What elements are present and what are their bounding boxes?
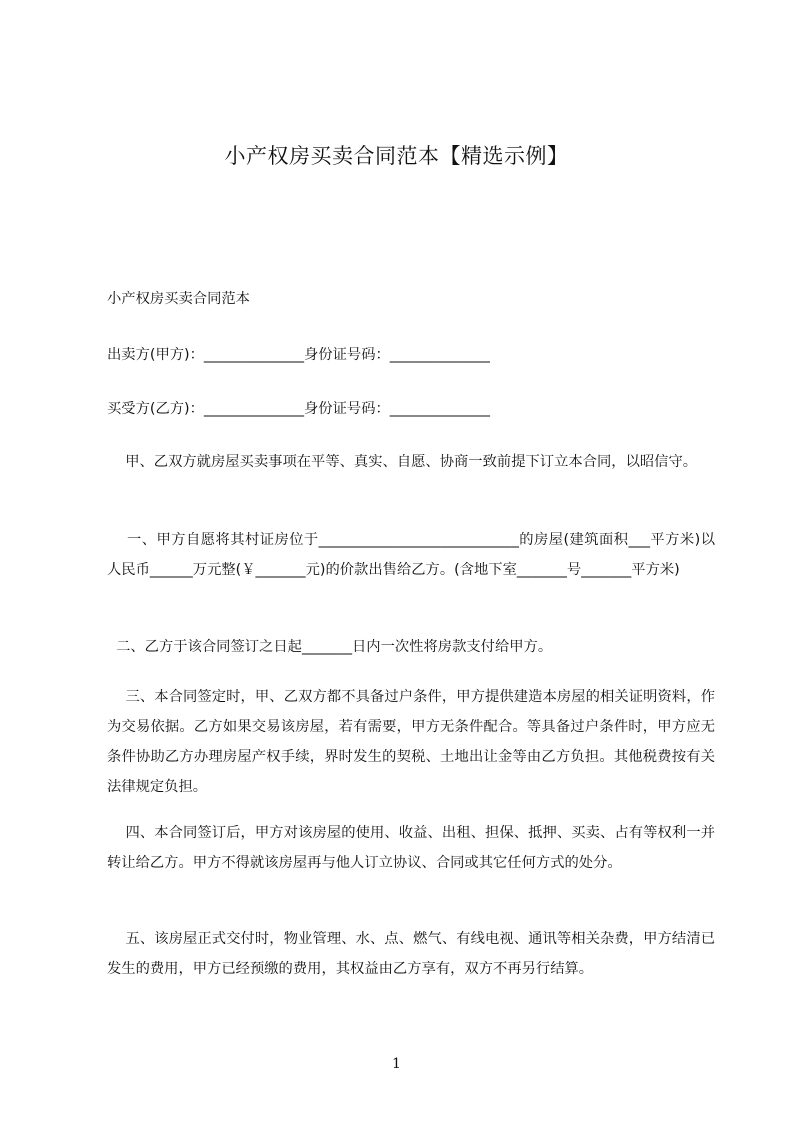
clause-4-text: 四、本合同签订后，甲方对该房屋的使用、收益、出租、担保、抵押、买卖、占有等权利一并转让给乙方。甲方不得就该房屋再与他人订立协议、合同或其它任何方式的处分。	[107, 825, 715, 871]
intro-text: 甲、乙双方就房屋买卖事项在平等、真实、自愿、协商一致前提下订立本合同，以昭信守。	[125, 454, 698, 470]
contract-subtitle: 小产权房买卖合同范本	[107, 291, 250, 307]
clause-1-paragraph	[107, 525, 715, 585]
intro-paragraph	[107, 447, 715, 477]
clause-2-text: 二、乙方于该合同签订之日起_______日内一次性将房款支付给甲方。	[116, 639, 553, 655]
buyer-info-line: 买受方(乙方)：______________身份证号码：______________	[107, 401, 490, 417]
clause-2-paragraph	[107, 632, 715, 662]
clause-4-paragraph	[107, 818, 715, 878]
clause-3-paragraph	[107, 682, 715, 802]
clause-3-text: 三、本合同签定时，甲、乙双方都不具备过户条件，甲方提供建造本房屋的相关证明资料，作为交易依据。乙方如果交易该房屋，若有需要，甲方无条件配合。等具备过户条件时，甲方应无条件协助乙方办理房屋产权手续，界时发生的契税、土地出让金等由乙方负担。其他税费按有关法律规定负担。	[107, 689, 715, 795]
page-number: 1	[392, 1056, 401, 1072]
clause-1-text: 一、甲方自愿将其村证房位于____________________________的房屋(建筑面积___平方米)以人民币______万元整(￥_______元)的价款出售给乙方。(含地下室_______号_______平方米)	[107, 532, 715, 578]
clause-5-text: 五、该房屋正式交付时，物业管理、水、点、燃气、有线电视、通讯等相关杂费，甲方结清已发生的费用，甲方已经预缴的费用，其权益由乙方享有，双方不再另行结算。	[107, 931, 715, 977]
seller-info-line: 出卖方(甲方)：______________身份证号码：______________	[107, 347, 490, 363]
document-title: 小产权房买卖合同范本【精选示例】	[224, 144, 569, 168]
clause-5-paragraph	[107, 924, 715, 984]
